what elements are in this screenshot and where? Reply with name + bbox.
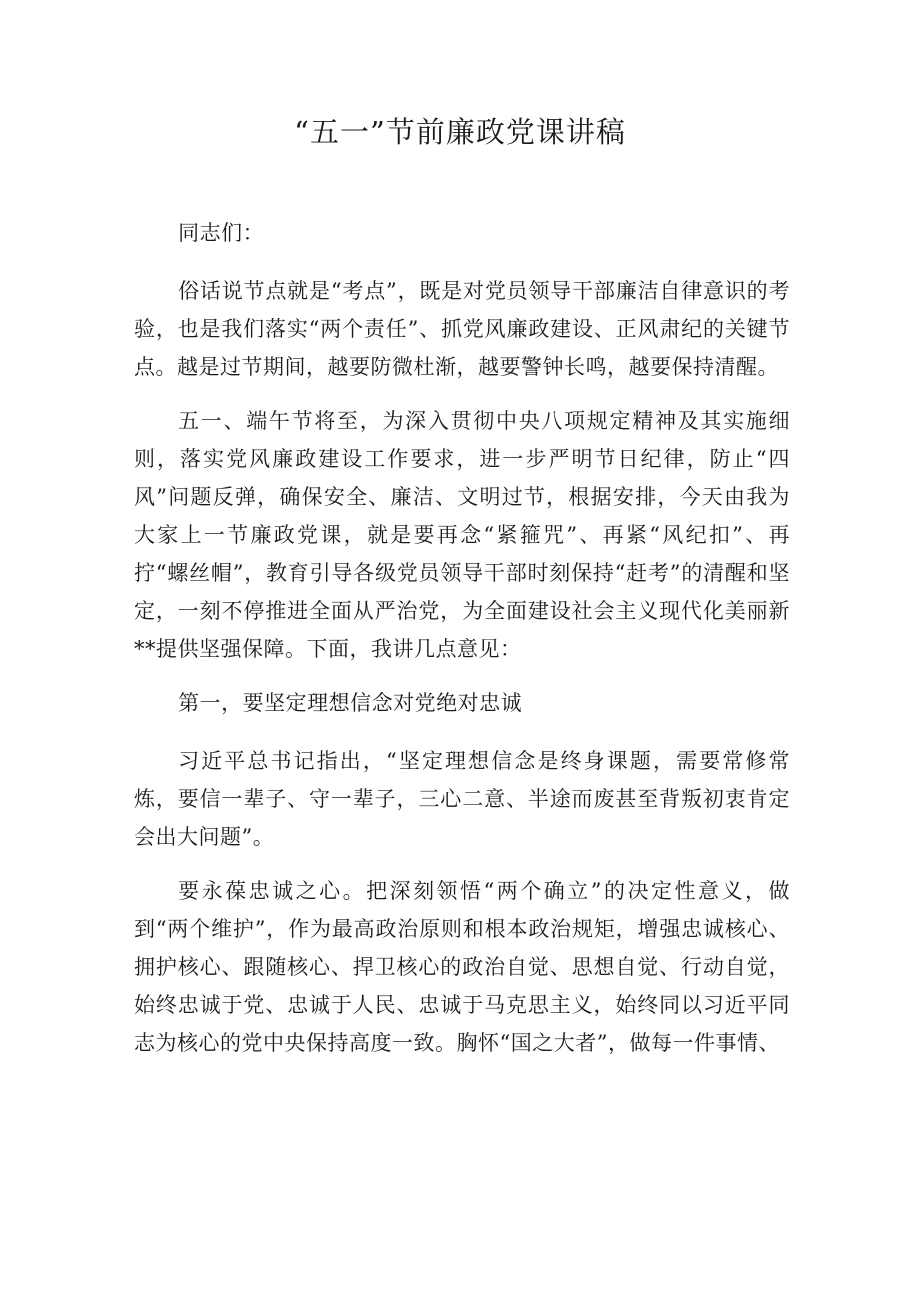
paragraph-loyalty: 要永葆忠诚之心。把深刻领悟“两个确立”的决定性意义，做到“两个维护”，作为最高政治原则和根本政治规矩，增强忠诚核心、拥护核心、跟随核心、捍卫核心的政治自觉、思想自觉、行动自觉，始终忠诚于党、忠诚于人民、忠诚于马克思主义，始终同以习近平同志为核心的党中央保持高度一致。胸怀“国之大者”，做每一件事情、: [134, 879, 790, 1055]
paragraph-purpose: 五一、端午节将至，为深入贯彻中央八项规定精神及其实施细则，落实党风廉政建设工作要求，进一步严明节日纪律，防止“四风”问题反弹，确保安全、廉洁、文明过节，根据安排，今天由我为大家上一节廉政党课，就是要再念“紧箍咒”、再紧“风纪扣”、再拧“螺丝帽”，教育引导各级党员领导干部时刻保持“赶考”的清醒和坚定，一刻不停推进全面从严治党，为全面建设社会主义现代化美丽新**提供坚强保障。下面，我讲几点意见：: [134, 409, 790, 661]
salutation: 同志们：: [178, 221, 265, 245]
paragraph-intro: 俗话说节点就是“考点”，既是对党员领导干部廉洁自律意识的考验，也是我们落实“两个责任”、抓党风廉政建设、正风肃纪的关键节点。越是过节期间，越要防微杜渐，越要警钟长鸣，越要保持清醒。: [134, 279, 790, 379]
document-title: “五一”节前廉政党课讲稿: [294, 115, 626, 149]
section-heading: 第一，要坚定理想信念对党绝对忠诚: [178, 691, 523, 715]
paragraph-quote: 习近平总书记指出，“坚定理想信念是终身课题，需要常修常炼，要信一辈子、守一辈子，三心二意、半途而废甚至背叛初衷肯定会出大问题”。: [134, 749, 790, 849]
document-body: [134, 214, 790, 1078]
